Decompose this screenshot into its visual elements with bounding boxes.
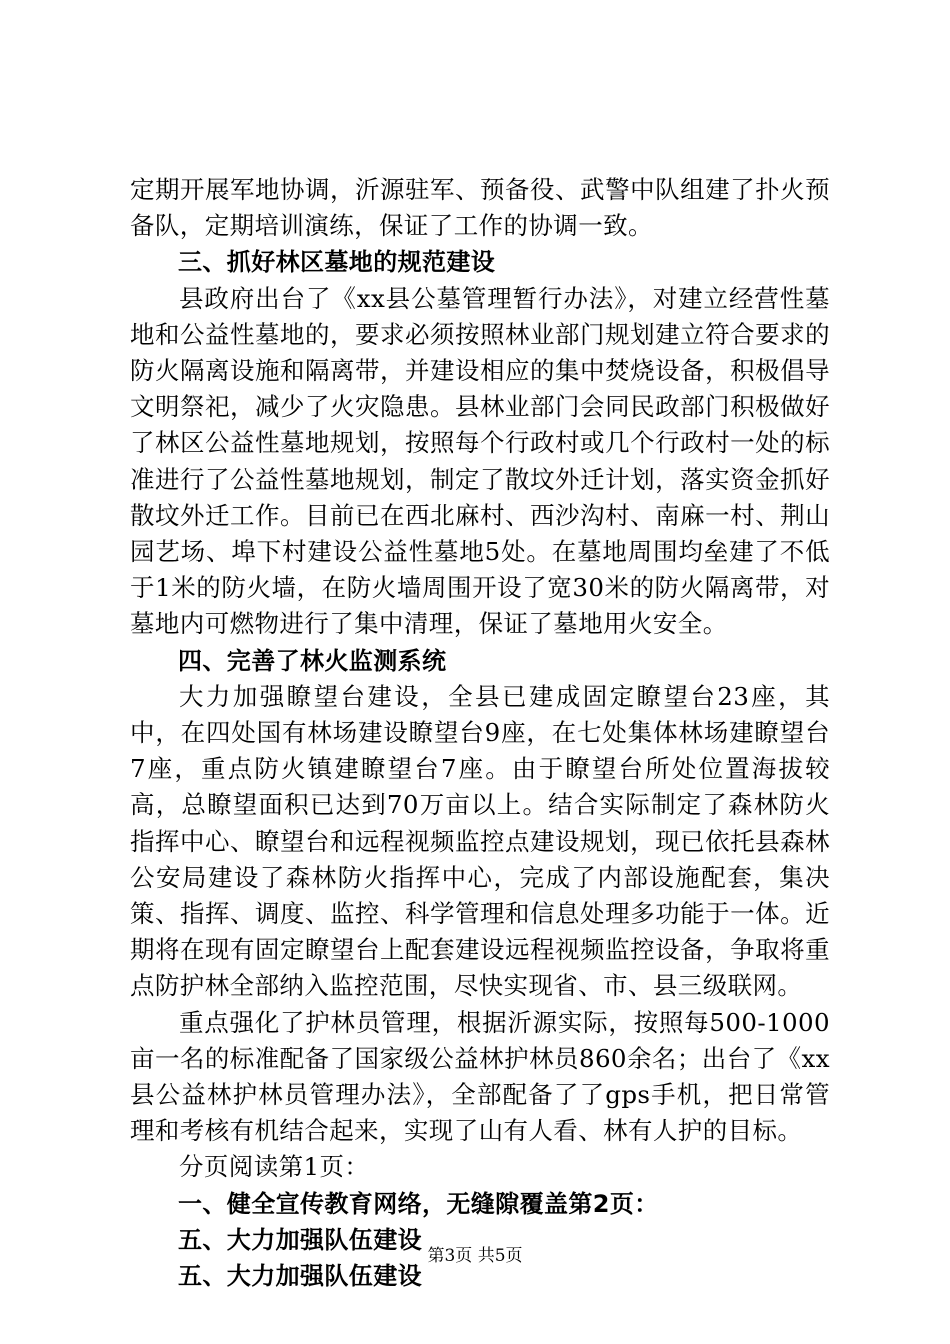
document-body [130,172,830,1294]
heading-publicity-network: 一、健全宣传教育网络，无缝隙覆盖第2页： [178,1189,659,1218]
paragraph-watchtower-construction: 大力加强瞭望台建设，全县已建成固定瞭望台23座，其中，在四处国有林场建设瞭望台9座，在七处集体林场建瞭望台7座，重点防火镇建瞭望台7座。由于瞭望台所处位置海拔较高，总瞭望面积已达到70万亩以上。结合实际制定了森林防火指挥中心、瞭望台和远程视频监控点建设规划，现已依托县森林公安局建设了森林防火指挥中心，完成了内部设施配套，集决策、指挥、调度、监控、科学管理和信息处理多功能于一体。近期将在现有固定瞭望台上配套建设远程视频监控设备，争取将重点防护林全部纳入监控范围，尽快实现省、市、县三级联网。 [130,681,830,1001]
heading-team-building-repeat: 五、大力加强队伍建设 [178,1262,422,1291]
page-footer: 第3页 共5页 [427,1246,523,1266]
paragraph-military-coordination: 定期开展军地协调，沂源驻军、预备役、武警中队组建了扑火预备队，定期培训演练，保证了工作的协调一致。 [130,175,830,241]
paragraph-ranger-management: 重点强化了护林员管理，根据沂源实际，按照每500-1000亩一名的标准配备了国家级公益林护林员860余名；出台了《xx县公益林护林员管理办法》，全部配备了了gps手机，把日常管理和考核有机结合起来，实现了山有人看、林有人护的目标。 [130,1007,830,1146]
paragraph-cemetery-measures: 县政府出台了《xx县公墓管理暂行办法》，对建立经营性墓地和公益性墓地的，要求必须按照林业部门规划建立符合要求的防火隔离设施和隔离带，并建设相应的集中焚烧设备，积极倡导文明祭祀，减少了火灾隐患。县林业部门会同民政部门积极做好了林区公益性墓地规划，按照每个行政村或几个行政村一处的标准进行了公益性墓地规划，制定了散坟外迁计划，落实资金抓好散坟外迁工作。目前已在西北麻村、西沙沟村、南麻一村、荆山园艺场、埠下村建设公益性墓地5处。在墓地周围均垒建了不低于1米的防火墙，在防火墙周围开设了宽30米的防火隔离带，对墓地内可燃物进行了集中清理，保证了墓地用火安全。 [130,283,830,639]
paragraph-page-reading: 分页阅读第1页： [179,1152,370,1182]
heading-team-building: 五、大力加强队伍建设 [178,1225,422,1254]
heading-cemetery-construction: 三、抓好林区墓地的规范建设 [178,248,496,277]
heading-fire-monitoring: 四、完善了林火监测系统 [178,646,447,675]
